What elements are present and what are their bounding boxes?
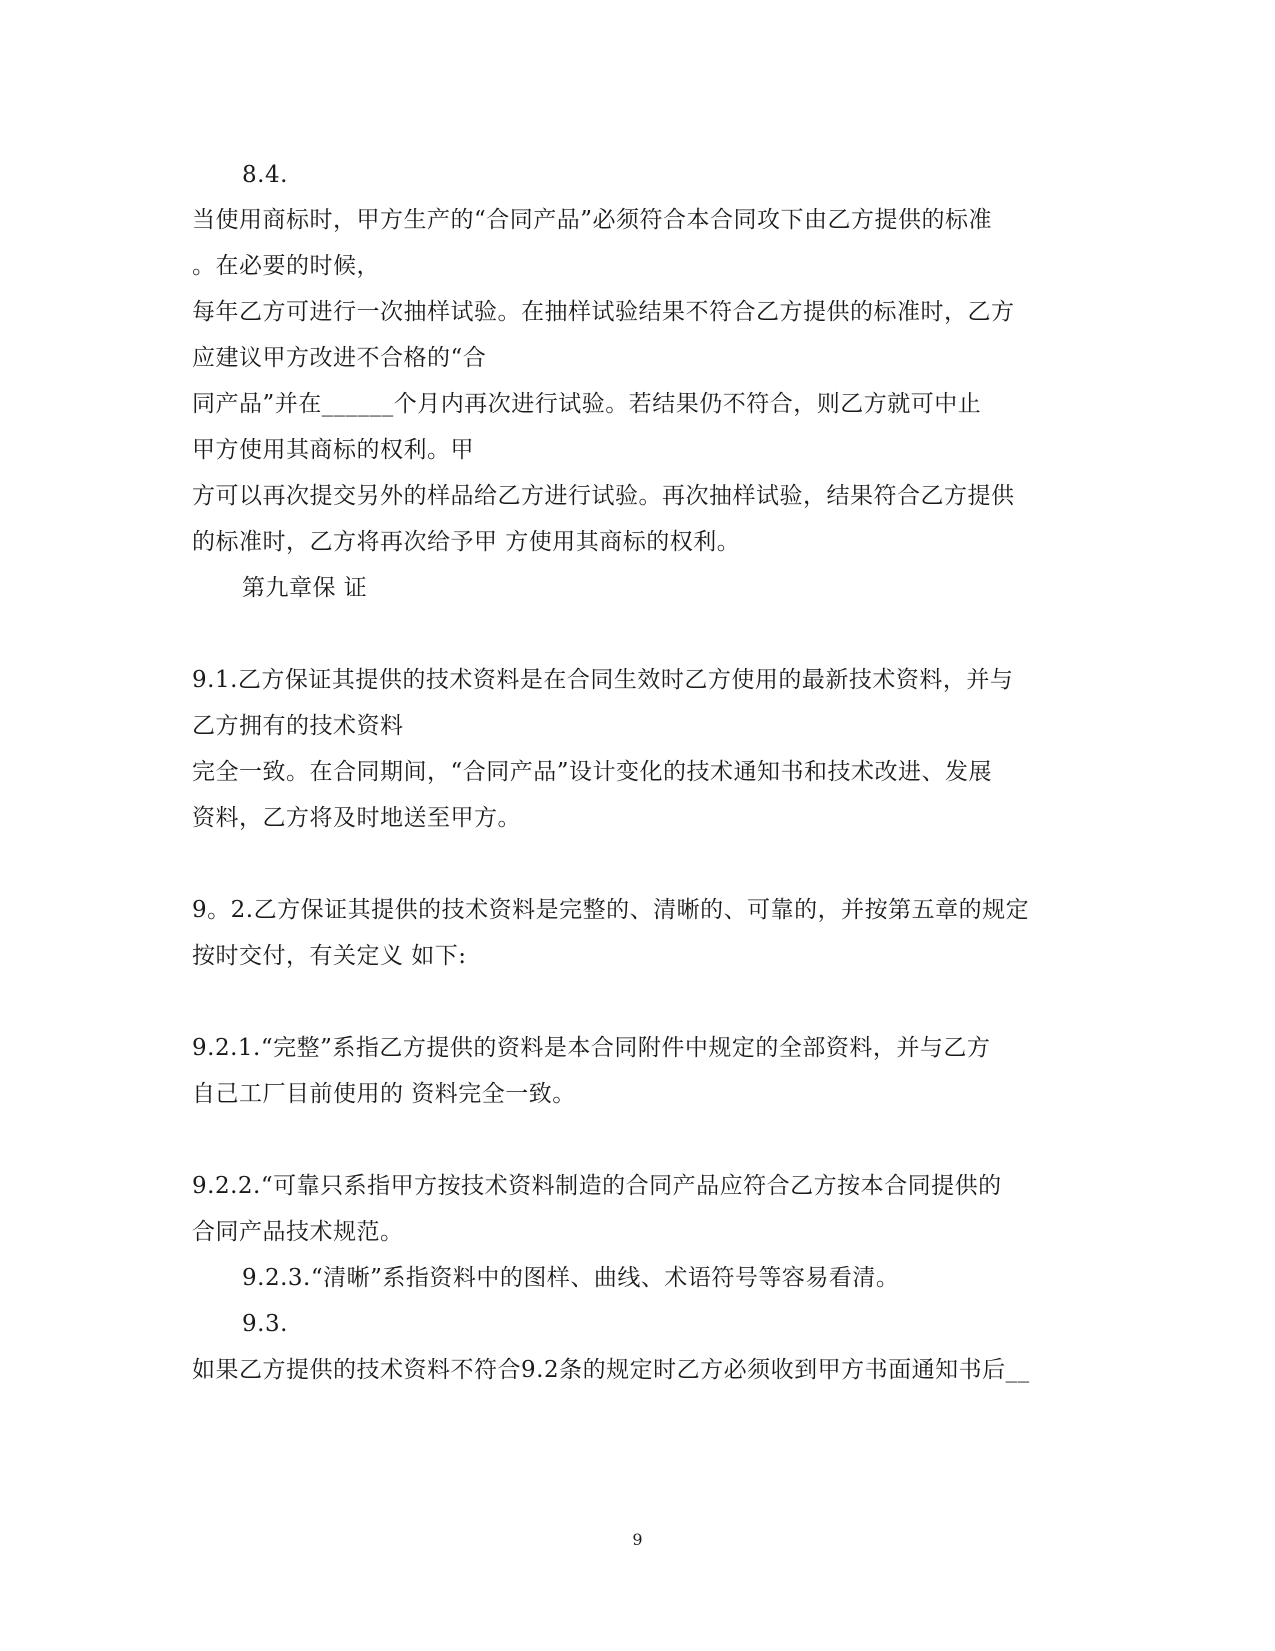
text-line: 当使用商标时，甲方生产的“合同产品”必须符合本合同攻下由乙方提供的标准 xyxy=(192,207,993,233)
text-line: 应建议甲方改进不合格的“合 xyxy=(192,345,487,371)
text-line: 合同产品技术规范。 xyxy=(192,1219,404,1245)
text-line: 按时交付，有关定义 如下: xyxy=(192,943,467,969)
clause-9-3-heading: 9.3. xyxy=(242,1311,288,1337)
chapter-9-heading: 第九章保 证 xyxy=(242,575,368,601)
clause-9-2-2: 9.2.2.“可靠只系指甲方按技术资料制造的合同产品应符合乙方按本合同提供的 xyxy=(192,1173,1002,1199)
text-line: 如果乙方提供的技术资料不符合9.2条的规定时乙方必须收到甲方书面通知书后__ xyxy=(192,1357,1030,1383)
text-line: 乙方拥有的技术资料 xyxy=(192,713,404,739)
clause-9-2: 9。2.乙方保证其提供的技术资料是完整的、清晰的、可靠的，并按第五章的规定 xyxy=(192,897,1030,923)
text-line: 同产品”并在______个月内再次进行试验。若结果仍不符合，则乙方就可中止 xyxy=(192,391,982,417)
text-line: 甲方使用其商标的权利。甲 xyxy=(192,437,474,463)
clause-9-2-1: 9.2.1.“完整”系指乙方提供的资料是本合同附件中规定的全部资料，并与乙方 xyxy=(192,1035,991,1061)
text-line: 。在必要的时候， xyxy=(192,253,380,279)
page-number: 9 xyxy=(632,1530,643,1549)
text-line: 完全一致。在合同期间，“合同产品”设计变化的技术通知书和技术改进、发展 xyxy=(192,759,993,785)
text-line: 资料，乙方将及时地送至甲方。 xyxy=(192,805,521,831)
text-line: 自己工厂目前使用的 资料完全一致。 xyxy=(192,1081,576,1107)
text-line: 的标准时，乙方将再次给予甲 方使用其商标的权利。 xyxy=(192,529,741,555)
clause-9-2-3: 9.2.3.“清晰”系指资料中的图样、曲线、术语符号等容易看清。 xyxy=(242,1265,900,1291)
text-line: 每年乙方可进行一次抽样试验。在抽样试验结果不符合乙方提供的标准时，乙方 xyxy=(192,299,1015,325)
text-line: 方可以再次提交另外的样品给乙方进行试验。再次抽样试验，结果符合乙方提供 xyxy=(192,483,1015,509)
clause-9-1: 9.1.乙方保证其提供的技术资料是在合同生效时乙方使用的最新技术资料，并与 xyxy=(192,667,1014,693)
clause-8-4-heading: 8.4. xyxy=(242,162,288,188)
